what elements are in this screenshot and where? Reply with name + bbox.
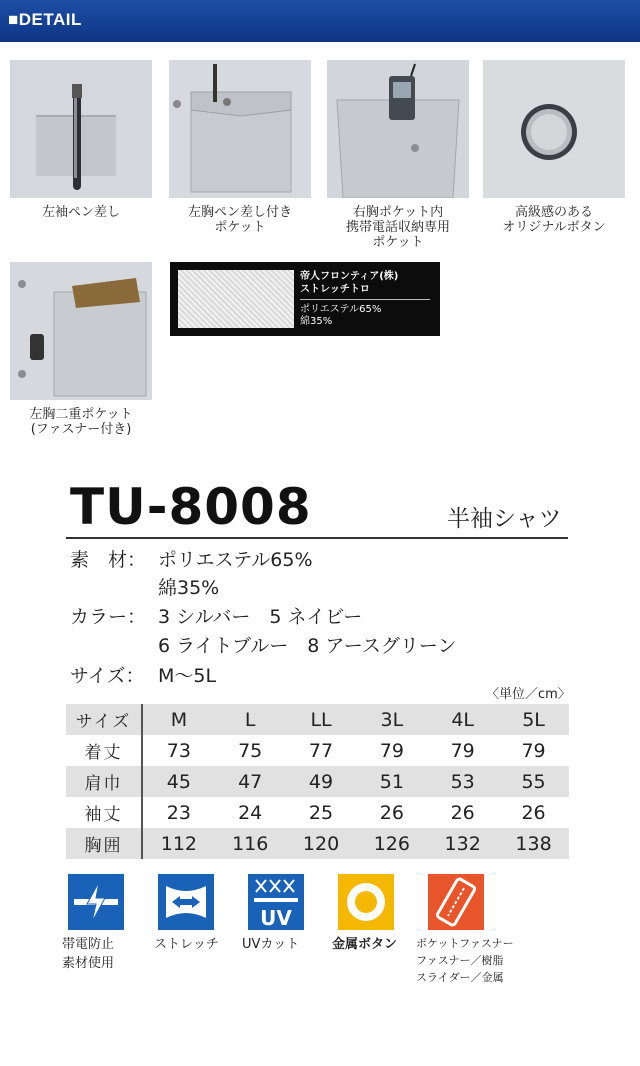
- table-row: [66, 735, 569, 766]
- table-cell: 53: [427, 766, 498, 797]
- table-cell: 47: [215, 766, 286, 797]
- size-col: LL: [286, 704, 357, 735]
- row-label: 着丈: [66, 735, 142, 766]
- table-cell: 24: [238, 801, 263, 824]
- table-row: [66, 704, 569, 735]
- table-cell: 132: [427, 828, 498, 859]
- table-cell: 73: [166, 739, 191, 762]
- metal-button-label: 金属ボタン: [332, 937, 398, 952]
- table-cell: 51: [356, 766, 427, 797]
- color-label: カラー：: [70, 606, 147, 628]
- product-model-number: TU-8008: [70, 478, 312, 536]
- detail-header-title: ■DETAIL: [8, 10, 82, 29]
- size-col: M: [142, 704, 215, 735]
- table-cell: 26: [521, 801, 546, 824]
- table-cell: 138: [498, 828, 569, 859]
- pocket-zipper-icon: [428, 874, 484, 930]
- detail-caption-1: 左袖ペン差し: [41, 205, 120, 220]
- table-cell: 23: [166, 801, 191, 824]
- product-name: 半袖シャツ: [447, 506, 562, 532]
- detail-caption-5: 左胸二重ポケット (ファスナー付き): [29, 407, 133, 437]
- title-divider: [66, 537, 568, 539]
- table-cell: 49: [286, 766, 357, 797]
- material-value-2: 綿35%: [158, 577, 220, 599]
- uv-cut-icon: [248, 874, 304, 930]
- left-chest-double-pocket-photo: [10, 262, 152, 400]
- size-table: [66, 704, 570, 859]
- right-chest-phone-pocket-photo: [327, 60, 469, 198]
- row-label: 袖丈: [66, 797, 142, 828]
- size-col: 5L: [498, 704, 569, 735]
- detail-caption-4: 高級感のある オリジナルボタン: [502, 205, 606, 235]
- fabric-maker-and-name: 帝人フロンティア(株) ストレッチトロ: [300, 271, 399, 295]
- uv-cut-label: UVカット: [242, 937, 300, 952]
- fabric-divider: [300, 299, 430, 300]
- color-values-2: 6 ライトブルー 8 アースグリーン: [158, 635, 457, 657]
- size-range: M〜5L: [158, 665, 217, 687]
- table-cell: 26: [379, 801, 404, 824]
- table-cell: 75: [238, 739, 263, 762]
- size-label: サイズ：: [70, 665, 145, 687]
- table-cell: 79: [379, 739, 404, 762]
- size-col: L: [215, 704, 286, 735]
- size-col: 4L: [427, 704, 498, 735]
- left-chest-pen-pocket-photo: [169, 60, 311, 198]
- uv-icon-text: UV: [260, 906, 292, 930]
- table-cell: 79: [450, 739, 475, 762]
- table-cell: 126: [356, 828, 427, 859]
- left-sleeve-pen-holder-photo: [10, 60, 152, 198]
- table-cell: 55: [498, 766, 569, 797]
- size-table-unit: 〈単位／cm〉: [486, 687, 571, 702]
- row-label: 胸囲: [66, 828, 142, 859]
- antistatic-icon: [68, 874, 124, 930]
- table-row: [66, 828, 569, 859]
- table-cell: 79: [521, 739, 546, 762]
- fabric-composition: ポリエステル65% 綿35%: [300, 304, 382, 327]
- size-col: 3L: [356, 704, 427, 735]
- material-value-1: ポリエステル65%: [158, 549, 313, 571]
- row-label: 肩巾: [66, 766, 142, 797]
- detail-header: [0, 0, 640, 42]
- metal-button-icon: [338, 874, 394, 930]
- table-row: [66, 766, 569, 797]
- material-label: 素 材：: [70, 549, 147, 571]
- table-cell: 26: [450, 801, 475, 824]
- stretch-icon: [158, 874, 214, 930]
- fabric-swatch: [178, 270, 294, 328]
- color-values-1: 3 シルバー 5 ネイビー: [158, 606, 363, 628]
- table-cell: 112: [142, 828, 215, 859]
- table-cell: 25: [308, 801, 334, 824]
- table-cell: 120: [286, 828, 357, 859]
- original-button-photo: [483, 60, 625, 198]
- antistatic-label: 帯電防止 素材使用: [62, 937, 115, 971]
- size-header-label: サイズ: [66, 704, 142, 735]
- table-cell: 45: [142, 766, 215, 797]
- table-cell: 116: [215, 828, 286, 859]
- pocket-zipper-label: ポケットファスナー ファスナー／樹脂 スライダー／金属: [416, 937, 514, 984]
- stretch-label: ストレッチ: [154, 937, 219, 952]
- table-cell: 77: [308, 739, 334, 762]
- metal-button-icon-center: [355, 891, 377, 913]
- detail-caption-2: 左胸ペン差し付き ポケット: [187, 205, 292, 235]
- table-row: [66, 797, 569, 828]
- fabric-info-box: [170, 262, 440, 336]
- detail-caption-3: 右胸ポケット内 携帯電話収納専用 ポケット: [345, 205, 450, 250]
